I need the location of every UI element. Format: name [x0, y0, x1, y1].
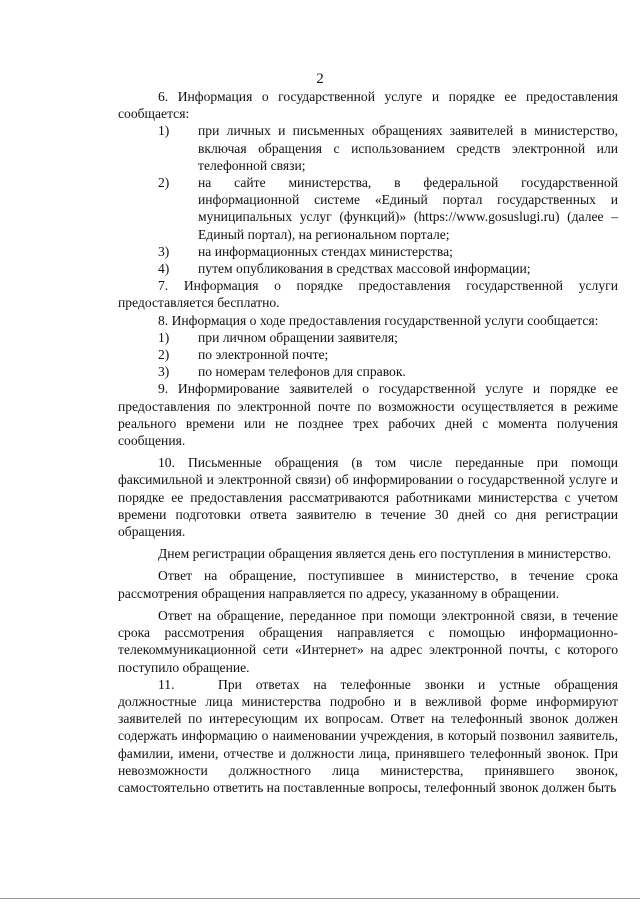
list-item — [118, 363, 618, 380]
paragraph-10-response-mail: Ответ на обращение, поступившее в министерство, в течение срока рассмотрения обращения направляется по адресу, указанному в обращении. — [118, 568, 618, 601]
paragraph-10: 10. Письменные обращения (в том числе переданные при помощи факсимильной и электронной связи) об информировании о государственной услуге и порядке ее предоставления рассматриваются работниками министерства с учетом времени подготовки ответа заявителю в течение 30 дней со дня регистрации обращения. — [118, 455, 618, 540]
paragraph-9: 9. Информирование заявителей о государственной услуге и порядке ее предоставления по электронной почте по возможности осуществляется в режиме реального времени или не позднее трех рабочих дней с момента получения сообщения. — [118, 381, 618, 449]
list-item-number: 1) — [158, 123, 170, 139]
paragraph-10-response-electronic: Ответ на обращение, переданное при помощи электронной связи, в течение срока рассмотрения обращения направляется с помощью информационно-телекоммуникационной сети «Интернет» на адрес электронной почты, с которого поступило обращение. — [118, 607, 618, 675]
list-item-number: 2) — [158, 175, 170, 191]
list-item — [118, 346, 618, 363]
list-item-text: на сайте министерства, в федеральной государственной информационной системе «Единый портал государственных и муниципальных услуг (функций)» (https://www.gosuslugi.ru) (далее – Единый портал), на региональном портале; — [198, 175, 618, 242]
list-item — [118, 329, 618, 346]
document-body — [118, 88, 618, 796]
paragraph-10-registration: Днем регистрации обращения является день его поступления в министерство. — [158, 546, 612, 562]
list-item-number: 3) — [158, 364, 170, 380]
list-item-text: на информационных стендах министерства; — [198, 243, 453, 259]
paragraph-6: 6. Информация о государственной услуге и порядке ее предоставления сообщается: — [118, 89, 618, 122]
list-item-number: 1) — [158, 329, 170, 345]
paragraph-7: 7. Информация о порядке предоставления государственной услуги предоставляется бесплатно. — [118, 278, 618, 311]
paragraph-11 — [118, 676, 618, 796]
list-item-text: по электронной почте; — [198, 347, 329, 363]
list-item — [118, 122, 618, 174]
list-item-number: 4) — [158, 261, 170, 277]
paragraph-11-text: При ответах на телефонные звонки и устные обращения должностные лица министерства подробно и в вежливой форме информируют заявителей по интересующим их вопросам. Ответ на телефонный звонок должен содержать информацию о наименовании учреждения, в который позвонил заявитель, фамилии, имени, отчестве и должности лица, принявшего телефонный звонок. При невозможности должностного лица министерства, принявшего звонок, самостоятельно ответить на поставленные вопросы, телефонный звонок должен быть — [118, 676, 618, 795]
list-item — [118, 243, 618, 260]
page-number: 2 — [316, 71, 324, 87]
paragraph-number: 11. — [158, 676, 175, 692]
list-item — [118, 260, 618, 277]
list-item-text: путем опубликования в средствах массовой информации; — [198, 261, 531, 277]
list-item — [118, 174, 618, 243]
list-item-text: при личном обращении заявителя; — [198, 329, 398, 345]
list-item-text: по номерам телефонов для справок. — [198, 364, 406, 380]
bottom-scan-line — [0, 898, 640, 899]
list-item-text: при личных и письменных обращениях заявителей в министерство, включая обращения с использованием средств электронной или телефонной связи; — [198, 123, 618, 173]
list-item-number: 2) — [158, 347, 170, 363]
list-item-number: 3) — [158, 243, 170, 259]
paragraph-8: 8. Информация о ходе предоставления государственной услуги сообщается: — [158, 312, 599, 328]
